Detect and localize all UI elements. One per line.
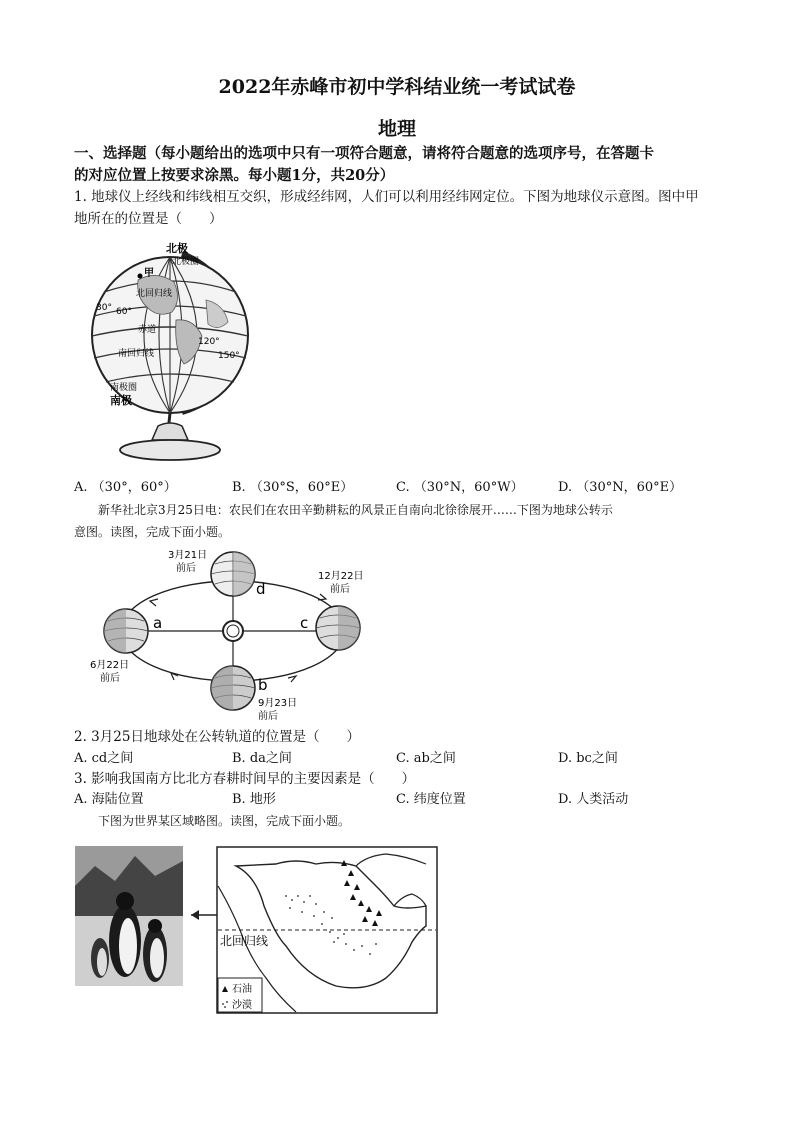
globe-base <box>120 440 220 460</box>
globe-figure <box>78 240 268 465</box>
q2-option-b[interactable]: B. da之间 <box>232 751 292 766</box>
orbit-figure <box>90 544 378 724</box>
label-south-pole: 南极 <box>110 394 132 407</box>
map-tropic-label: 北回归线 <box>220 934 269 948</box>
label-lon60: 60° <box>116 307 132 317</box>
label-jun22-sub: 前后 <box>100 673 120 684</box>
label-antarctic-circle: 南极圈 <box>110 383 138 393</box>
intro-q2-line2: 意图。读图，完成下面小题。 <box>74 525 231 539</box>
label-pos-a: a <box>153 614 163 632</box>
q2-stem: 2. 3月25日地球处在公转轨道的位置是（ ） <box>74 729 360 745</box>
intro-q2-line1: 新华社北京3月25日电：农民们在农田辛勤耕耘的风景正自南向北徐徐展开……下图为地球公转示 <box>98 503 613 517</box>
label-lon150: 150° <box>218 351 240 361</box>
label-equator: 赤道 <box>138 325 157 335</box>
label-tropic-south: 南回归线 <box>118 349 155 359</box>
point-jia <box>138 274 143 279</box>
q1-option-a[interactable]: A. （30°，60°） <box>74 480 177 495</box>
label-pos-d: d <box>256 580 266 598</box>
legend-desert-label: 沙漠 <box>232 1000 252 1011</box>
q1-stem-line2: 地所在的位置是（ ） <box>74 211 223 227</box>
label-lon120: 120° <box>198 337 220 347</box>
q3-option-d[interactable]: D. 人类活动 <box>558 792 629 807</box>
label-sep23: 9月23日 <box>258 698 298 709</box>
region-map <box>216 846 438 1014</box>
q1-option-b[interactable]: B. （30°S，60°E） <box>232 480 354 495</box>
label-dec22-sub: 前后 <box>330 584 350 595</box>
q1-option-c[interactable]: C. （30°N，60°W） <box>396 480 524 495</box>
q3-option-c[interactable]: C. 纬度位置 <box>396 792 466 807</box>
q3-option-b[interactable]: B. 地形 <box>232 792 276 807</box>
penguin-photo <box>75 846 183 986</box>
q3-option-a[interactable]: A. 海陆位置 <box>74 792 144 807</box>
q2-option-c[interactable]: C. ab之间 <box>396 751 456 766</box>
q2-option-d[interactable]: D. bc之间 <box>558 751 618 766</box>
label-lon30: 30° <box>96 303 112 313</box>
label-jia: 甲 <box>144 268 154 279</box>
q2-option-a[interactable]: A. cd之间 <box>74 751 134 766</box>
exam-title: 2022年赤峰市初中学科结业统一考试试卷 <box>218 76 576 98</box>
section-heading-line1: 一、选择题（每小题给出的选项中只有一项符合题意，请将符合题意的选项序号，在答题卡 <box>74 145 654 162</box>
label-dec22: 12月22日 <box>318 571 364 582</box>
label-arctic-circle: 北极圈 <box>172 257 200 267</box>
exam-subject: 地理 <box>377 118 416 140</box>
label-tropic-north: 北回归线 <box>136 289 173 299</box>
label-pos-b: b <box>258 676 268 694</box>
label-pos-c: c <box>300 614 309 632</box>
label-north-pole: 北极 <box>166 242 188 255</box>
label-sep23-sub: 前后 <box>258 711 278 722</box>
q3-stem: 3. 影响我国南方比北方春耕时间早的主要因素是（ ） <box>74 771 416 787</box>
earth-mar21 <box>211 552 255 596</box>
label-mar21: 3月21日 <box>168 550 208 561</box>
q1-option-d[interactable]: D. （30°N，60°E） <box>558 480 683 495</box>
earth-sep23 <box>211 666 255 710</box>
q1-stem-line1: 1. 地球仪上经线和纬线相互交织，形成经纬网，人们可以利用经纬网定位。下图为地球仪示意图。图中甲 <box>74 189 699 205</box>
earth-jun22 <box>104 609 148 653</box>
legend-oil-label: 石油 <box>232 984 252 995</box>
label-mar21-sub: 前后 <box>176 563 196 574</box>
label-jun22: 6月22日 <box>90 660 130 671</box>
earth-dec22 <box>316 606 360 650</box>
section-heading-line2: 的对应位置上按要求涂黑。每小题1分，共20分） <box>74 167 395 184</box>
intro-q3: 下图为世界某区域略图。读图，完成下面小题。 <box>98 814 351 828</box>
